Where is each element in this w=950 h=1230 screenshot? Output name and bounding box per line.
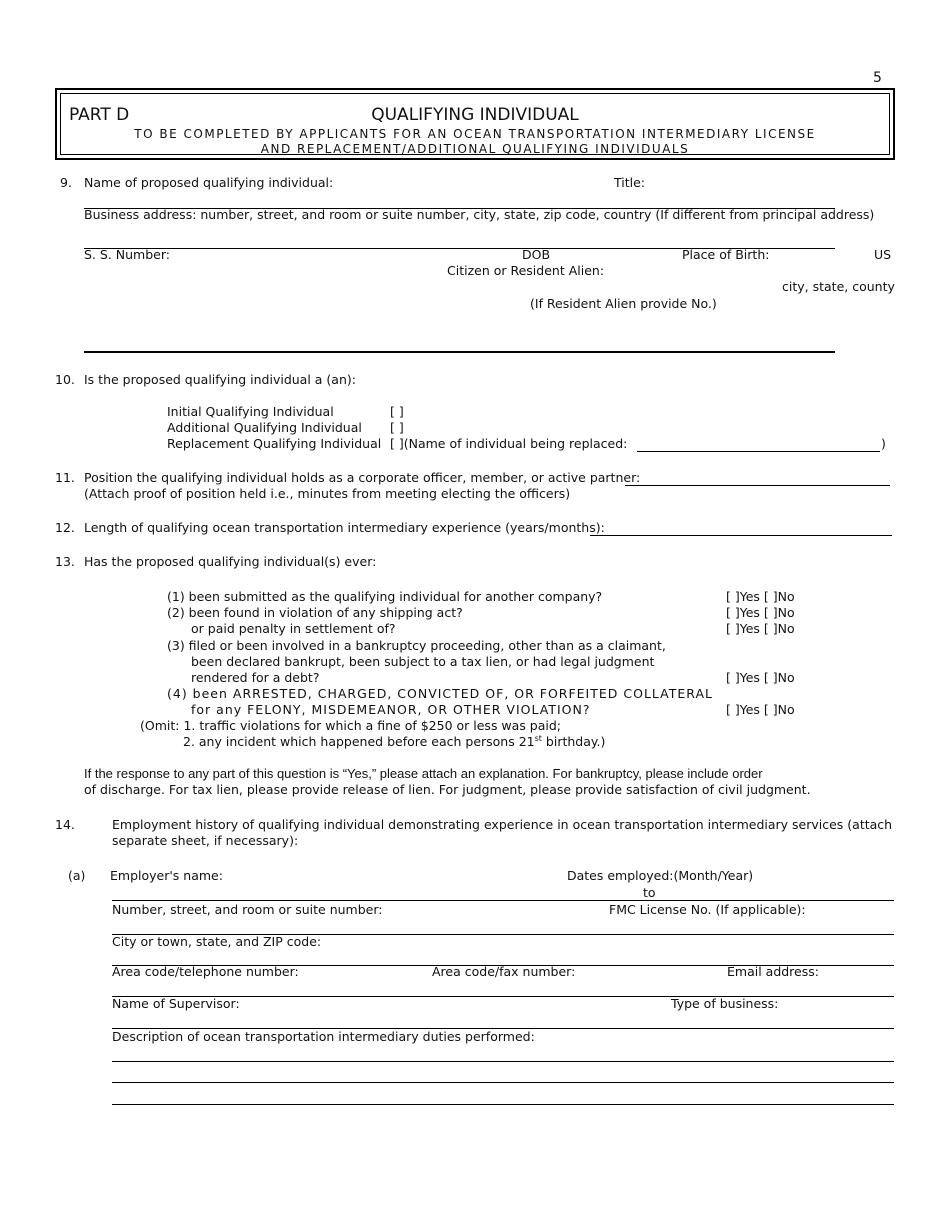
- q13-yesno-2[interactable]: [ ]Yes [ ]No: [726, 605, 795, 620]
- q14-fax-label: Area code/fax number:: [432, 964, 576, 979]
- q14-phone-label: Area code/telephone number:: [112, 964, 299, 979]
- q13-item-3c: rendered for a debt?: [191, 670, 320, 685]
- q14-supervisor-label: Name of Supervisor:: [112, 996, 240, 1011]
- q14-line2: separate sheet, if necessary):: [112, 833, 299, 848]
- q14-duties-line-2[interactable]: [112, 1082, 894, 1083]
- subtitle-line-2: AND REPLACEMENT/ADDITIONAL QUALIFYING INDIVIDUALS: [260, 142, 690, 156]
- q14-number: 14.: [55, 817, 75, 832]
- q12-number: 12.: [55, 520, 75, 535]
- page-number: 5: [873, 70, 882, 86]
- q14-email-label: Email address:: [727, 964, 819, 979]
- q14-fmc-label: FMC License No. (If applicable):: [609, 902, 806, 917]
- q11-line1: Position the qualifying individual holds as a corporate officer, member, or active partner:: [84, 470, 641, 485]
- q14-duties-line-3[interactable]: [112, 1104, 894, 1105]
- q9-number: 9.: [60, 175, 72, 190]
- q10-checkbox-replacement[interactable]: [ ](Name of individual being replaced:: [390, 436, 628, 451]
- q13-omit-2-sup: st: [534, 733, 542, 743]
- q14-to-label: to: [643, 885, 656, 900]
- q13-item-3b: been declared bankrupt, been subject to a tax lien, or had legal judgment: [191, 654, 655, 669]
- q9-citizen-label: Citizen or Resident Alien:: [447, 263, 605, 278]
- q13-omit-2-text: 2. any incident which happened before each persons 21: [183, 734, 535, 749]
- q11-number: 11.: [55, 470, 75, 485]
- subtitle-line-1: TO BE COMPLETED BY APPLICANTS FOR AN OCEAN TRANSPORTATION INTERMEDIARY LICENSE: [134, 127, 816, 141]
- q13-note-2: of discharge. For tax lien, please provide release of lien. For judgment, please provide satisfaction of civil judgment.: [84, 782, 811, 797]
- q10-replaced-name-field[interactable]: [637, 451, 880, 452]
- q14-duties-label: Description of ocean transportation intermediary duties performed:: [112, 1029, 535, 1044]
- q9-address-label: Business address: number, street, and room or suite number, city, state, zip code, country (If different from principal address): [84, 207, 875, 222]
- part-d-header-box: [55, 88, 895, 160]
- q10-number: 10.: [55, 372, 75, 387]
- q13-number: 13.: [55, 554, 75, 569]
- q13-omit-1: (Omit: 1. traffic violations for which a fine of $250 or less was paid;: [140, 718, 562, 733]
- header-inner-border: [60, 93, 890, 155]
- q14-street-label: Number, street, and room or suite number:: [112, 902, 383, 917]
- q13-item-3: (3) filed or been involved in a bankruptcy proceeding, other than as a claimant,: [167, 638, 666, 653]
- q14-employer-label: Employer's name:: [110, 868, 223, 883]
- q10-question: Is the proposed qualifying individual a (an):: [84, 372, 356, 387]
- q9-bottom-rule: [84, 351, 835, 353]
- q10-option-additional: Additional Qualifying Individual: [167, 420, 362, 435]
- q14-business-label: Type of business:: [671, 996, 779, 1011]
- q14-dates-label: Dates employed:(Month/Year): [567, 868, 754, 883]
- section-title: QUALIFYING INDIVIDUAL: [371, 105, 579, 125]
- q9-us-label: US: [874, 247, 892, 262]
- q9-title-label: Title:: [614, 175, 645, 190]
- q13-item-4: (4) been ARRESTED, CHARGED, CONVICTED OF, OR FORFEITED COLLATERAL: [167, 686, 713, 701]
- q10-option-replacement: Replacement Qualifying Individual: [167, 436, 382, 451]
- q13-yesno-2b[interactable]: [ ]Yes [ ]No: [726, 621, 795, 636]
- q13-note-1: If the response to any part of this question is “Yes,” please attach an explanation. For bankruptcy, please include order: [84, 766, 763, 781]
- part-label: PART D: [69, 105, 130, 125]
- q10-checkbox-initial[interactable]: [ ]: [390, 404, 404, 419]
- q12-experience-field[interactable]: [590, 535, 892, 536]
- q10-checkbox-additional[interactable]: [ ]: [390, 420, 404, 435]
- q13-yesno-3[interactable]: [ ]Yes [ ]No: [726, 670, 795, 685]
- q13-yesno-1[interactable]: [ ]Yes [ ]No: [726, 589, 795, 604]
- q13-item-4b: for any FELONY, MISDEMEANOR, OR OTHER VIOLATION?: [191, 702, 591, 717]
- q14-sub-a: (a): [68, 868, 86, 883]
- q13-yesno-4[interactable]: [ ]Yes [ ]No: [726, 702, 795, 717]
- q13-item-2b: or paid penalty in settlement of?: [191, 621, 396, 636]
- q13-item-2: (2) been found in violation of any shipping act?: [167, 605, 463, 620]
- q14-employer-field[interactable]: [112, 900, 894, 901]
- q11-position-field[interactable]: [625, 485, 890, 486]
- q11-line2: (Attach proof of position held i.e., minutes from meeting electing the officers): [84, 486, 571, 501]
- q9-dob-label: DOB: [522, 247, 551, 262]
- q10-close-paren: ): [881, 436, 886, 451]
- q9-name-label: Name of proposed qualifying individual:: [84, 175, 334, 190]
- q14-line1: Employment history of qualifying individual demonstrating experience in ocean transportation intermediary services (attach: [112, 817, 893, 832]
- q9-alien-no-label: (If Resident Alien provide No.): [530, 296, 717, 311]
- q9-ssn-label: S. S. Number:: [84, 247, 170, 262]
- q13-question: Has the proposed qualifying individual(s) ever:: [84, 554, 377, 569]
- q10-option-initial: Initial Qualifying Individual: [167, 404, 334, 419]
- q12-text: Length of qualifying ocean transportation intermediary experience (years/months):: [84, 520, 605, 535]
- q9-city-label: city, state, county: [782, 279, 895, 294]
- q14-city-label: City or town, state, and ZIP code:: [112, 934, 322, 949]
- q13-omit-2-end: birthday.): [541, 734, 606, 749]
- q14-duties-line-1[interactable]: [112, 1061, 894, 1062]
- q13-item-1: (1) been submitted as the qualifying individual for another company?: [167, 589, 603, 604]
- q9-pob-label: Place of Birth:: [682, 247, 770, 262]
- q13-omit-2: [183, 734, 605, 750]
